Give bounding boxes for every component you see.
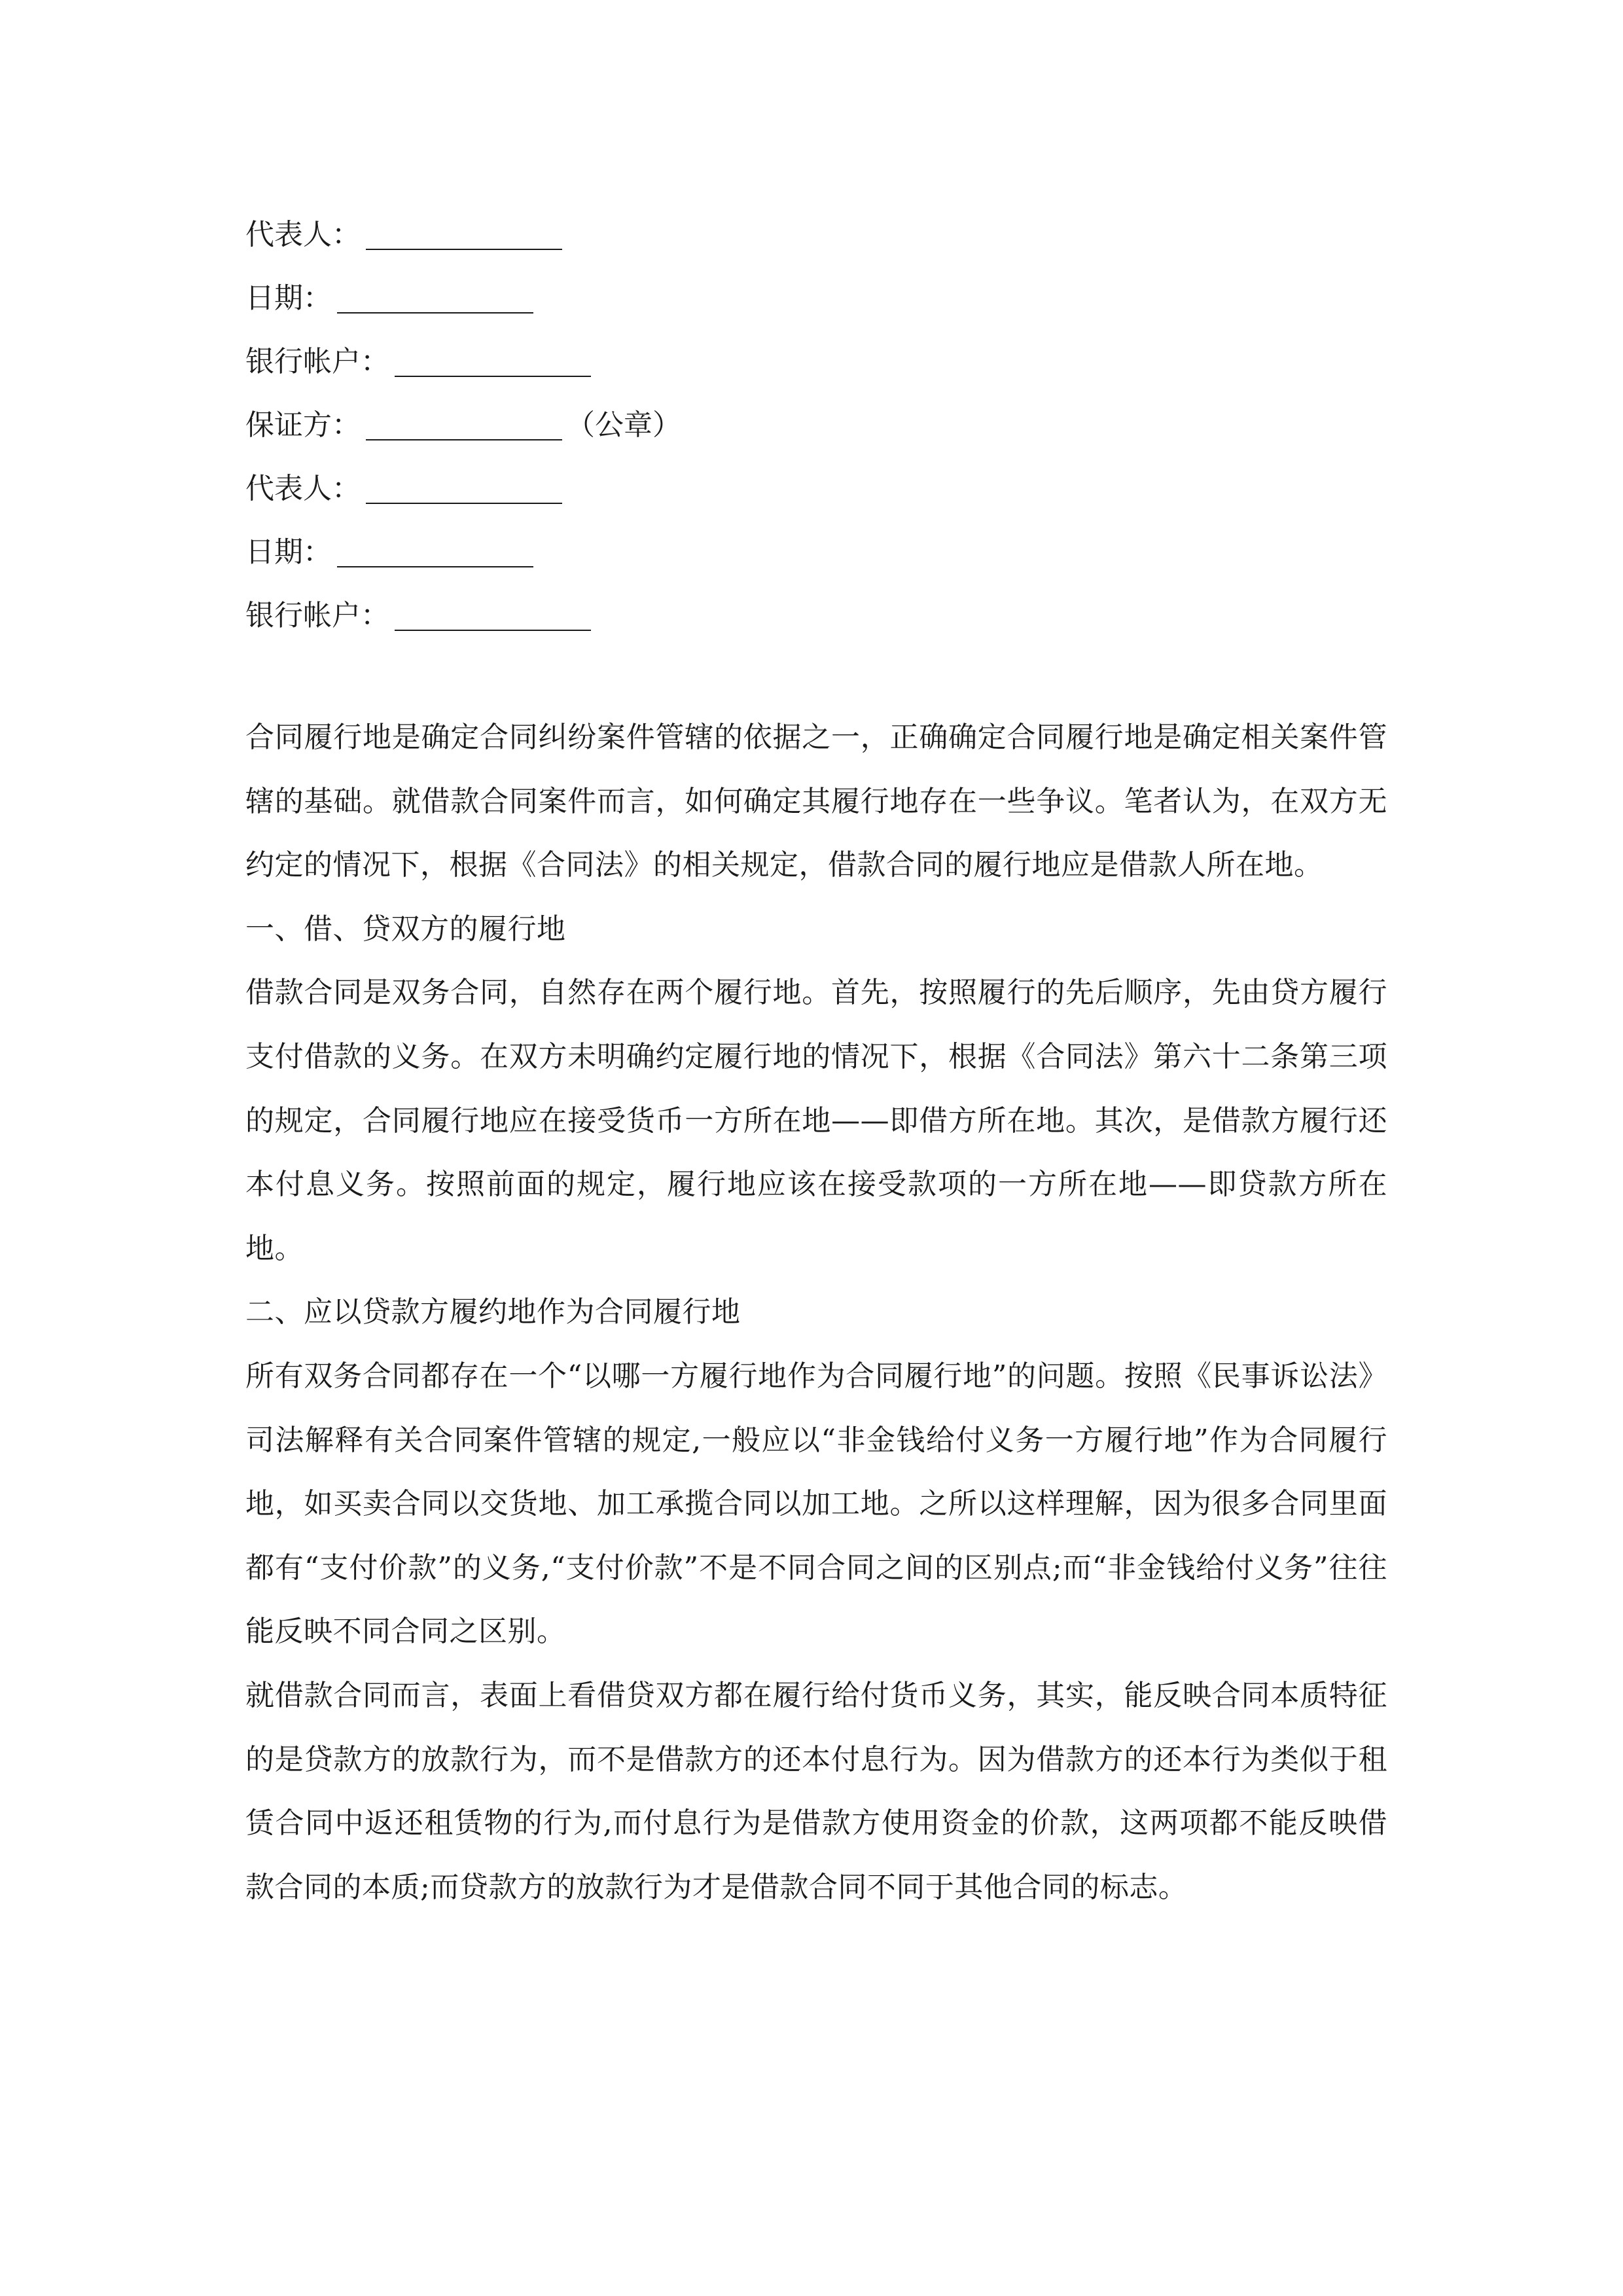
article-body [245, 706, 1387, 1919]
body-paragraph: 借款合同是双务合同，自然存在两个履行地。首先，按照履行的先后顺序，先由贷方履行支付借款的义务。在双方未明确约定履行地的情况下，根据《合同法》第六十二条第三项的规定，合同履行地应在接受货币一方所在地——即借方所在地。其次，是借款方履行还本付息义务。按照前面的规定，履行地应该在接受款项的一方所在地——即贷款方所在地。 [245, 976, 1387, 1265]
section-heading: 一、借、贷双方的履行地 [245, 912, 566, 946]
signature-line-guarantor [245, 393, 1423, 457]
signature-label: 日期： [245, 535, 332, 569]
signature-line-date [245, 266, 1423, 330]
signature-label: 代表人： [245, 472, 361, 505]
signature-blank [366, 249, 562, 250]
signature-label: 保证方： [245, 408, 361, 442]
signature-label: 银行帐户： [245, 599, 389, 632]
signature-blank [337, 566, 533, 567]
signature-line-representative [245, 203, 1423, 266]
signature-line-bank-account [245, 584, 1423, 647]
official-seal-note: （公章） [566, 408, 681, 442]
signature-label: 日期： [245, 281, 332, 315]
intro-paragraph: 合同履行地是确定合同纠纷案件管辖的依据之一，正确确定合同履行地是确定相关案件管辖的基础。就借款合同案件而言，如何确定其履行地存在一些争议。笔者认为，在双方无约定的情况下，根据《合同法》的相关规定，借款合同的履行地应是借款人所在地。 [245, 721, 1387, 882]
section-heading: 二、应以贷款方履约地作为合同履行地 [245, 1295, 741, 1329]
signature-blank [395, 630, 591, 631]
signature-line-bank-account [245, 330, 1423, 393]
signature-blank [337, 312, 533, 314]
body-paragraph: 就借款合同而言，表面上看借贷双方都在履行给付货币义务，其实，能反映合同本质特征的是贷款方的放款行为，而不是借款方的还本付息行为。因为借款方的还本行为类似于租赁合同中返还租赁物的行为,而付息行为是借款方使用资金的价款，这两项都不能反映借款合同的本质;而贷款方的放款行为才是借款合同不同于其他合同的标志。 [245, 1678, 1387, 1904]
signature-block [245, 203, 1423, 647]
signature-blank [395, 376, 591, 377]
signature-line-date [245, 520, 1423, 584]
signature-line-representative [245, 457, 1423, 520]
body-paragraph: 所有双务合同都存在一个“以哪一方履行地作为合同履行地”的问题。按照《民事诉讼法》司法解释有关合同案件管辖的规定,一般应以“非金钱给付义务一方履行地”作为合同履行地，如买卖合同以交货地、加工承揽合同以加工地。之所以这样理解，因为很多合同里面都有“支付价款”的义务,“支付价款”不是不同合同之间的区别点;而“非金钱给付义务”往往能反映不同合同之区别。 [245, 1359, 1387, 1649]
signature-blank [366, 503, 562, 504]
signature-label: 代表人： [245, 218, 361, 251]
signature-blank [366, 439, 562, 440]
signature-label: 银行帐户： [245, 345, 389, 378]
